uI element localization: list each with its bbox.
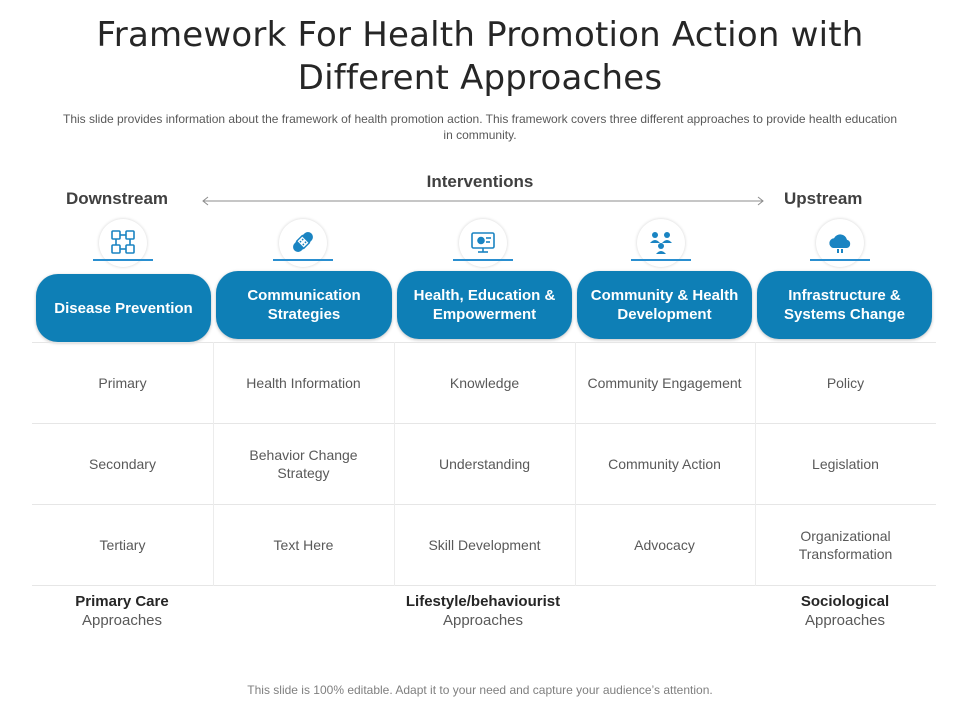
page-title: Framework For Health Promotion Action with Different Approaches [96,15,864,98]
table-cell: Community Engagement [587,374,742,391]
header-disease-prevention: Disease Prevention [36,274,211,342]
approach-subtitle: Approaches [442,612,524,629]
approach-lifestyle [383,592,583,630]
table-cell: Health Information [246,374,361,391]
table-cell: Text Here [273,536,334,553]
approach-sociological [745,592,945,630]
table-cell: Behavior Change Strategy [249,446,358,481]
table-cell: Tertiary [99,536,146,553]
interventions-label: Interventions [426,172,534,191]
table-cell: Organizational Transformation [798,527,893,562]
table-cell: Understanding [438,455,531,472]
upstream-label: Upstream [784,189,863,208]
table-cell: Skill Development [428,536,541,553]
double-arrow-icon [200,194,766,208]
bandage-icon [289,228,317,256]
header-communication-strategies: Communication Strategies [216,271,392,339]
approach-subtitle: Approaches [81,612,163,629]
table-cell: Knowledge [449,374,520,391]
column-icon-3 [457,219,509,263]
table-cell: Legislation [812,455,879,472]
table-cell: Community Action [608,455,721,472]
approach-title: Lifestyle/behaviourist [405,593,561,610]
column-icon-1 [97,219,149,263]
approach-title: Sociological [800,593,890,610]
monitor-icon [469,228,497,256]
header-infrastructure-systems: Infrastructure & Systems Change [757,271,932,339]
cloud-icon [826,228,854,256]
header-health-education: Health, Education & Empowerment [397,271,572,339]
table-cell: Advocacy [634,536,695,553]
downstream-label: Downstream [66,189,169,208]
column-icon-4 [635,219,687,263]
table-cell: Secondary [89,455,156,472]
header-community-development: Community & Health Development [577,271,752,339]
approach-title: Primary Care [75,593,169,610]
grid-line [32,585,936,586]
page-subtitle: This slide provides information about the framework of health promotion action. This framework covers three different approaches to provide health education in community. [62,112,897,142]
column-icon-2 [277,219,329,263]
approach-subtitle: Approaches [804,612,886,629]
community-icon [647,228,675,256]
network-icon [109,228,137,256]
approach-primary-care [22,592,222,630]
footer-note: This slide is 100% editable. Adapt it to your need and capture your audience’s attention. [247,683,713,697]
column-icon-5 [814,219,866,263]
table-cell: Policy [826,374,865,391]
table-cell: Primary [98,374,147,391]
